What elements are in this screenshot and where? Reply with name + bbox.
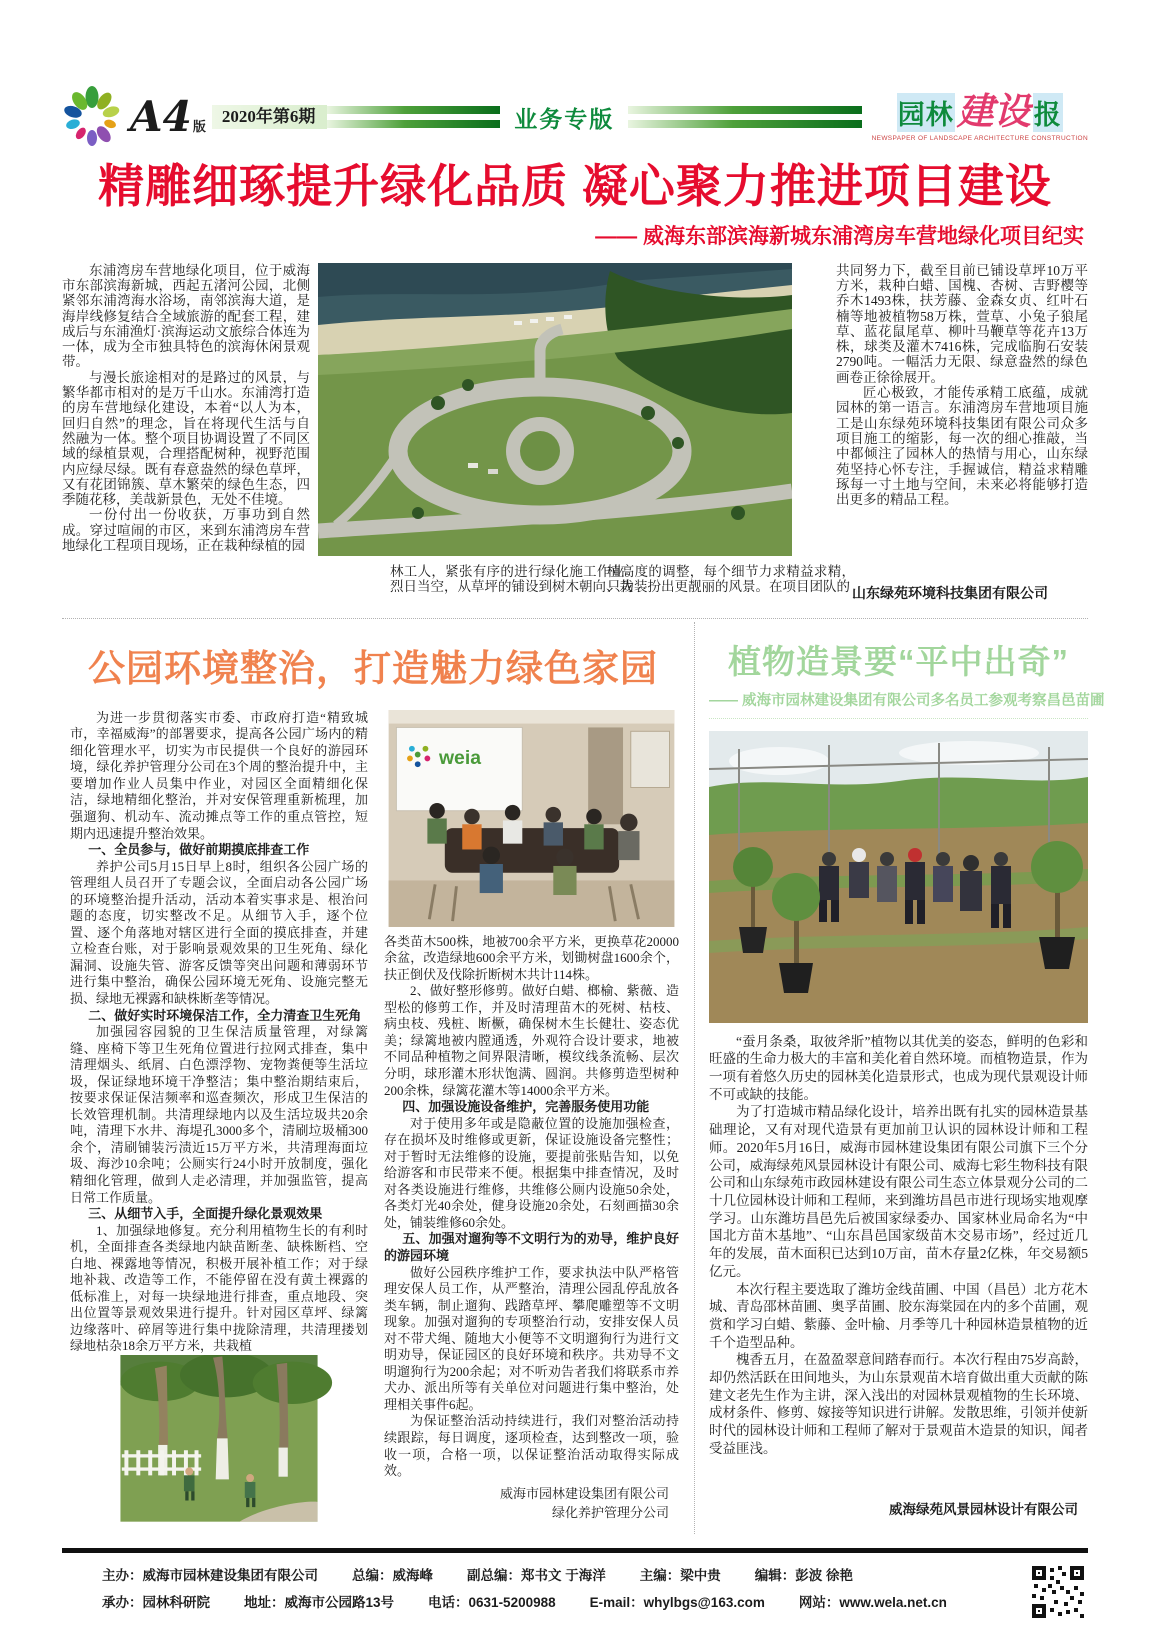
nursery-tour-photo [709,731,1088,1023]
article-nursery-subtitle: —— 威海市园林建设集团有限公司多名员工参观考察昌邑苗圃 [709,683,1088,719]
article-campsite [62,263,1088,615]
masthead [871,89,1088,142]
footer-item: 网站：www.wela.net.cn [798,1594,947,1610]
paragraph: 槐香五月，在盈盈翠意间踏春而行。本次行程由75岁高龄，却仍然活跃在田间地头，为山东景观苗木培育做出重大贡献的陈建文老先生作为主讲，深入浅出的对园林景观植物的生长环境、成材条件、修剪、嫁接等知识进行讲解。发散思维，引领并使新时代的园林设计师和工程师了解对于景观苗木造景的知识，闻者受益匪浅。 [709,1352,1088,1456]
article-campsite-col1 [62,263,310,554]
paragraph: 一份付出一份收获，万事功到自然成。穿过喧闹的市区，来到东浦湾房车营地绿化工程项目现场，正在栽种绿植的园 [62,507,310,554]
paragraph: 为进一步贯彻落实市委、市政府打造“精致城市，幸福威海”的部署要求，提高各公园广场内的精细化管理水平，切实为市民提供一个良好的游园环境，绿化养护管理分公司在3个周的整治提升中，主要增加作业人员集中作业，对园区全面精细化保洁，绿地精细化整治，并对安保管理重新梳理，加强遛狗、机动车、流动摊点等工作的重点管控，短期内迅速提升整治效果。 [70,709,368,841]
footer-item: E-mail：whylbgs@163.com [589,1594,765,1610]
flower-petal-logo-icon [62,84,122,150]
masthead-tagline: NEWSPAPER OF LANDSCAPE ARCHITECTURE CONSTRUCTION [871,134,1088,142]
horizontal-divider [62,618,1088,619]
section-heading: 一、全员参与，做好前期摸底排查工作 [88,842,310,858]
masthead-part3: 报 [1033,93,1063,132]
article-nursery-title: 植物造景要“平中出奇” [728,642,1069,680]
article-nursery-body [709,1033,1088,1458]
article-park-cleanup-signature: 威海市园林建设集团有限公司 绿化养护管理分公司 [499,1485,669,1520]
paragraph: 各类苗木500株，地被700余平方米，更换草花20000余盆，改造绿地600余平方米，划锄树盘1600余个，扶正倒伏及伐除折断树木共计114株。 [384,933,679,982]
section-heading: 五、加强对遛狗等不文明行为的劝导，维护良好的游园环境 [384,1231,679,1264]
masthead-part2: 建设 [956,89,1031,134]
paragraph: 为了打造城市精品绿化设计，培养出既有扎实的园林造景基础理论，又有对现代造景有更加前卫认识的园林设计师和工程师。2020年5月16日，威海市园林建设集团有限公司旗下三个分公司，威海绿苑风景园林设计有限公司、威海七彩生物科技有限公司和山东绿苑市政园林建设有限公司生态立体景观分公司的二十几位园林设计师和工程师，来到潍坊昌邑市进行现场实地观摩学习。山东潍坊昌邑先后被国家绿委办、国家林业局命名为“中国北方苗木基地”、“山东昌邑国家级苗木交易市场”，经过近几年的发展，苗木面积已达到10万亩，苗木存量2亿株，年交易额5亿元。 [709,1104,1088,1279]
edition-block [130,92,206,141]
masthead-part1: 园林 [897,93,955,132]
svg-text:weia: weia [439,746,481,769]
article-campsite-col3 [836,263,1088,508]
page-footer [62,1548,1088,1620]
issue-date: 2020年第6期 [212,105,328,129]
paragraph: 为保证整治活动持续进行，我们对整治活动持续跟踪，每日调度，逐项检查，达到整改一项，验收一项，合格一项，以保证整治活动取得实际成效。 [384,1413,679,1479]
footer-item: 地址：威海市公园路13号 [244,1594,395,1610]
article-nursery-visit [695,622,1105,1534]
article-nursery-signature: 威海绿苑风景园林设计有限公司 [889,1501,1078,1517]
article-park-cleanup [62,622,695,1534]
green-rule-left [327,106,500,128]
paragraph: 养护公司5月15日早上8时，组织各公园广场的管理组人员召开了专题会议，全面启动各公园广场的环境整治提升活动，活动本着实事求是、根治问题的态度，切实整改不足。从细节入手，逐个位置、逐个角落地对辖区进行全面的摸底排查，并建立检查台账，对于影响景观效果的卫生死角、绿化漏洞、设施失管、游客反馈等突出问题和薄弱环节进行集中整治，确保公园环境无死角、设施完整无损、绿地无裸露和缺株断垄等情况。 [70,858,368,1006]
paragraph: 做好公园秩序维护工作，要求执法中队严格管理安保人员工作，从严整治，清理公园乱停乱放各类车辆，制止遛狗、践踏草坪、攀爬雕塑等不文明现象。加强对遛狗的专项整治行动，安排安保人员对不带犬绳、随地大小便等不文明遛狗行为进行文明劝导，保证园区的良好环境和秩序。共劝导不文明遛狗行为200余起；对不听劝告者我们将联系市养犬办、派出所等有关单位对问题进行集中整治，处理相关事件6起。 [384,1264,679,1412]
footer-item: 主办：威海市园林建设集团有限公司 [102,1567,318,1583]
green-rule-right [628,106,861,128]
page-header [62,84,1088,150]
article-park-cleanup-col1 [70,710,368,1522]
edition-suffix: 版 [192,119,206,134]
aerial-park-photo [318,263,792,556]
edition-number: A4 [130,92,192,141]
paragraph: 与漫长旅途相对的是路过的风景，与繁华都市相对的是万千山水。东浦湾打造的房车营地绿化建设，本着“以人为本，回归自然”的理念，旨在将现代生活与自然融为一体。整个项目协调设置了不同区域的绿植景观，合理搭配树种，视野范围内应绿尽绿。既有春意盎然的绿色草坪，又有花团锦簇、草木繁荣的绿色生态，四季随花移，美哉新景色，无处不佳境。 [62,369,310,508]
article-park-cleanup-title: 公园环境整治，打造魅力绿色家园 [88,647,658,689]
footer-row-2 [102,1589,1030,1616]
section-heading: 二、做好实时环境保洁工作，全力清查卫生死角 [88,1007,362,1023]
article-campsite-continuation-a: 林工人，紧张有序的进行绿化施工作业。烈日当空，从草坪的铺设到树木朝向、栽 [390,563,638,595]
section-heading: 三、从细节入手，全面提升绿化景观效果 [88,1206,323,1222]
paragraph: 1、加强绿地修复。充分利用植物生长的有利时机，全面排查各类绿地内缺苗断垄、缺株断档、空白地、裸露地等情况，积极开展补植工作；对于绿地补栽、改造等工作，不能停留在没有黄土裸露的低标准上，对每一块绿地进行排查，重点地段、突出位置等景观效果进行提升。针对园区草坪、绿篱边缘落叶、碎屑等进行集中拢除清理，共清理搂划绿地枯杂18余万平方米，共栽植 [70,1222,368,1354]
paragraph: 本次行程主要选取了潍坊金线苗圃、中国（昌邑）北方花木城、青岛邵林苗圃、奥孚苗圃、胶东海棠园在内的多个苗圃，观赏和学习白蜡、紫藤、金叶榆、月季等几十种园林造景植物的近千个造型品种。 [709,1281,1088,1350]
qr-code [1030,1564,1086,1620]
footer-item: 编辑：彭波 徐艳 [754,1567,854,1583]
main-headline: 精雕细琢提升绿化品质 凝心聚力推进项目建设 [98,160,1052,212]
paragraph: 共同努力下，截至目前已铺设草坪10万平方米，栽种白蜡、国槐、杏树、吉野樱等乔木1493株，扶芳藤、金森女贞、红叶石楠等地被植物58万株，萱草、小兔子狼尾草、蓝花鼠尾草、柳叶马鞭草等花卉13万株，球类及灌木7416株，完成临朐石安装2790吨。一幅活力无限、绿意盎然的绿色画卷正徐徐展开。 [836,262,1088,385]
paragraph: 对于使用多年或是隐蔽位置的设施加强检查，存在损坏及时维修或更新，保证设施设备完整性；对于暂时无法维修的设施，要提前张贴告知，以免给游客和市民带来不便。根据集中排查情况，及时对各类设施进行维修，共维修公厕内设施50余处，各类灯光40余处，健身设施20余处，石刻画描30余处，铺装维修60余处。 [384,1115,679,1230]
tree-whitewashing-photo [70,1355,368,1522]
paragraph: “蚕月条桑，取彼斧斨”植物以其优美的姿态，鲜明的色彩和旺盛的生命力极大的丰富和美化着自然环境。而植物造景，作为一项有着悠久历史的园林美化造景形式，也成为现代景观设计师不可或缺的技能。 [709,1033,1088,1102]
footer-item: 承办：园林科研院 [102,1594,210,1610]
paragraph: 2、做好整形修剪。做好白蜡、榔榆、紫薇、造型松的修剪工作，并及时清理苗木的死树、枯枝、病虫枝、残桩、断橛，确保树木生长健壮、姿态优美；绿篱地被内膛通透，外观符合设计要求，地被不同品种植物之间界限清晰，模纹线条流畅、层次分明，球形灌木形状饱满、圆润。共修剪造型树种200余株，绿篱花灌木等14000余平方米。 [384,983,679,1098]
section-label: 业务专版 [514,105,615,132]
footer-row-1 [102,1562,1030,1589]
main-subheadline: —— 威海东部滨海新城东浦湾房车营地绿化项目纪实 [595,224,1084,248]
paragraph: 加强园容园貌的卫生保洁质量管理，对绿篱缝、座椅下等卫生死角位置进行拉网式排查，集中清理烟头、纸屑、白色漂浮物、宠物粪便等生活垃圾，保证绿地环境干净整洁；集中整治期结束后，按要求保证保洁频率和巡查频次，形成卫生保洁的长效管理机制。共清理绿地内以及生活垃圾共20余吨，清理下水井、海堤孔3000多个，清刷垃圾桶300余个，清刷铺装污渍近15万平方米，共清理海面垃圾、海沙10余吨；公厕实行24小时开放制度，强化精细化管理，做到人走必清理，并加强监管，提高日常工作质量。 [70,1024,368,1205]
article-campsite-signature: 山东绿苑环境科技集团有限公司 [852,586,1048,602]
paragraph: 东浦湾房车营地绿化项目，位于威海市东部滨海新城，西起五渚河公园，北侧紧邻东浦湾海水浴场，南邻滨海大道，是海岸线修复结合全域旅游的配套工程，建成后与东浦渔灯·滨海运动文旅综合体连为一体，成为全市独具特色的滨海休闲景观带。 [62,262,310,370]
footer-item: 副总编：郑书文 于海洋 [467,1567,606,1583]
footer-item: 总编：威海峰 [352,1567,433,1583]
meeting-room-photo [384,710,679,927]
footer-item: 电话：0631-5200988 [428,1594,556,1610]
footer-item: 主编：梁中贵 [639,1567,721,1583]
footer-rule [62,1548,1088,1553]
paragraph: 匠心极致，才能传承精工底蕴，成就园林的第一语言。东浦湾房车营地项目施工是山东绿苑环境科技集团有限公司众多项目施工的缩影，每一次的细心推敲，当中都倾注了园林人的热情与用心，山东绿苑坚持心怀专注，手握诚信，精益求精雕琢每一寸土地与空间，未来必将能够打造出更多的精品工程。 [836,385,1088,508]
article-campsite-continuation-b: 植高度的调整，每个细节力求精益求精，只为装扮出更靓丽的风景。在项目团队的 [607,563,855,595]
article-park-cleanup-col2 [384,710,679,1522]
section-heading: 四、加强设施设备维护，完善服务使用功能 [402,1099,650,1115]
